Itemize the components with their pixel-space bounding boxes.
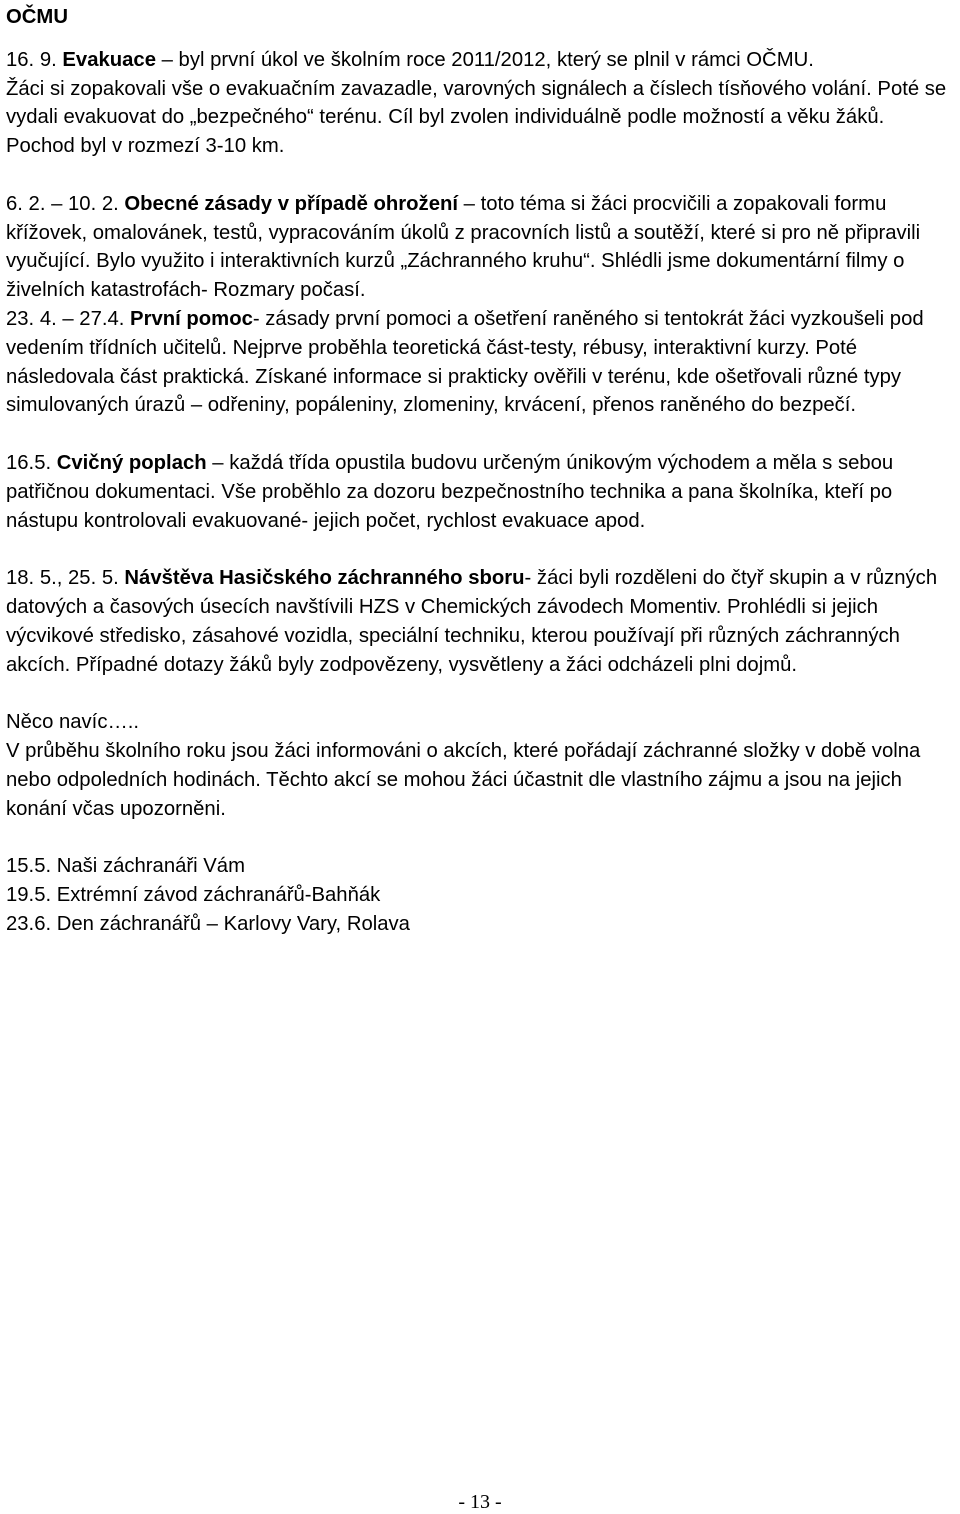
- section-text: - žáci byli rozděleni do čtyř skupin a v různých datových a časových úsecích navštívili HZS v Chemických závodech Momentiv. Prohlédli si jejich výcvikové středisko, zásahové vozidla, speciální techniku, kterou používají při různých záchranných akcích. Případné dotazy žáků byly zodpovězeny, vysvětleny a žáci odcházeli plni dojmů.: [6, 567, 938, 676]
- section-title: Návštěva Hasičského záchranného sboru: [124, 567, 525, 590]
- section-date: 16. 9.: [6, 48, 63, 71]
- section-extra-title: Něco navíc…..: [6, 711, 140, 734]
- document-page: [6, 0, 956, 939]
- section-title: Evakuace: [62, 48, 156, 71]
- section-date: 18. 5., 25. 5.: [6, 567, 125, 590]
- section-drill: [6, 449, 956, 535]
- section-extra-text: V průběhu školního roku jsou žáci informováni o akcích, které pořádají záchranné složky v době volna nebo odpoledních hodinách. Těchto akcí se mohou žáci účastnit dle vlastního zájmu a jsou na jejich konání včas upozorněni.: [6, 739, 921, 820]
- section-title: Cvičný poplach: [56, 451, 207, 474]
- event-list: [6, 852, 956, 938]
- section-title: Obecné zásady v případě ohrožení: [124, 192, 459, 215]
- section-evacuation-detail: Žáci si zopakovali vše o evakuačním zavazadle, varovných signálech a číslech tísňového volání. Poté se vydali evakuovat do „bezpečného“ terénu. Cíl byl zvolen individuálně podle možností a věku žáků. Pochod byl v rozmezí 3-10 km.: [6, 77, 947, 158]
- section-fire-brigade: [6, 564, 956, 679]
- section-text: - zásady první pomoci a ošetření raněného si tentokrát žáci vyzkoušeli pod vedením třídních učitelů. Nejprve proběhla teoretická část-testy, rébusy, interaktivní kurzy. Poté následovala část praktická. Získané informace si prakticky ověřili v terénu, kde ošetřovali různé typy simulovaných úrazů – odřeniny, popáleniny, zlomeniny, krvácení, přenos raněného do bezpečí.: [6, 307, 924, 417]
- section-text: – každá třída opustila budovu určeným únikovým východem a měla s sebou patřičnou dokumentaci. Vše proběhlo za dozoru bezpečnostního technika a pana školníka, kteří po nástupu kontrolovali evakuované- jejich počet, rychlost evakuace apod.: [6, 451, 894, 532]
- section-date: 16.5.: [6, 451, 57, 474]
- section-first-aid: [6, 305, 956, 420]
- section-title: První pomoc: [130, 307, 253, 330]
- event-item: 15.5. Naši záchranáři Vám: [6, 855, 245, 878]
- section-text: – byl první úkol ve školním roce 2011/2012, který se plnil v rámci OČMU.: [155, 48, 814, 71]
- event-item: 23.6. Den záchranářů – Karlovy Vary, Rolava: [6, 912, 410, 935]
- section-date: 23. 4. – 27.4.: [6, 307, 131, 330]
- event-item: 19.5. Extrémní závod záchranářů-Bahňák: [6, 883, 381, 906]
- section-date: 6. 2. – 10. 2.: [6, 192, 125, 215]
- section-evacuation: [6, 46, 956, 75]
- document-heading: OČMU: [6, 6, 68, 28]
- page-number: - 13 -: [458, 1491, 502, 1513]
- section-principles: [6, 190, 956, 305]
- section-text: – toto téma si žáci procvičili a zopakovali formu křížovek, omalovánek, testů, vypracováním úkolů z pracovních listů a soutěží, které si pro ně připravili vyučující. Bylo využito i interaktivních kurzů „Záchranného kruhu“. Shlédli jsme dokumentární filmy o živelních katastrofách- Rozmary počasí.: [6, 192, 921, 302]
